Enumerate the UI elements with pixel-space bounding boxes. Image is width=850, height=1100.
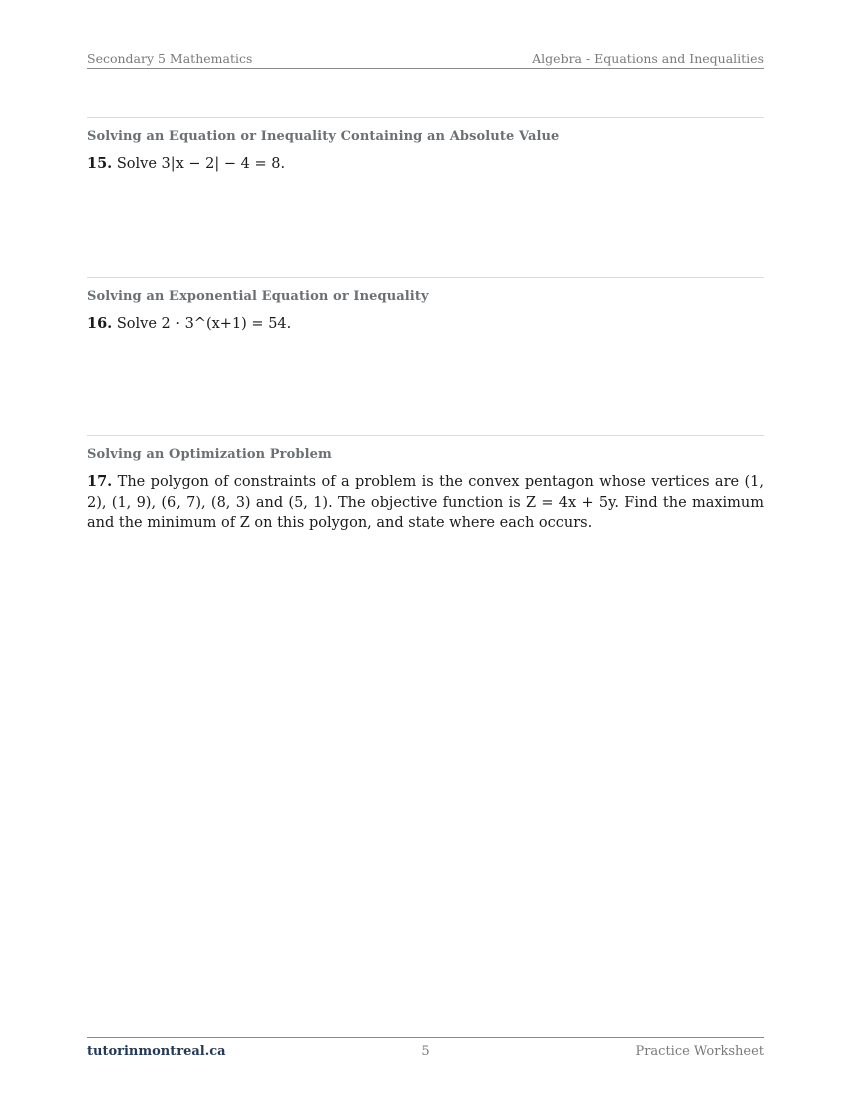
problem-15: [87, 154, 764, 175]
problem-number: 17.: [87, 473, 113, 490]
section-divider: [87, 277, 764, 278]
footer-website: tutorinmontreal.ca: [87, 1044, 226, 1059]
section-absolute-value: [87, 117, 764, 175]
section-title: Solving an Optimization Problem: [87, 447, 332, 462]
problem-text: Solve 3|x − 2| − 4 = 8.: [116, 156, 286, 172]
footer-document-type: Practice Worksheet: [635, 1044, 764, 1059]
section-divider: [87, 435, 764, 436]
problem-number: 15.: [87, 155, 113, 172]
problem-number: 16.: [87, 315, 113, 332]
header-topic-title: Algebra - Equations and Inequalities: [532, 51, 764, 66]
problem-text: The polygon of constraints of a problem is the convex pentagon whose vertices are (1, 2), (1, 9), (6, 7), (8, 3) and (5, 1). The objective function is Z = 4x + 5y. Find the maximum and the minimum of Z on this polygon, and state where each occurs.: [87, 474, 764, 531]
section-divider: [87, 117, 764, 118]
header-course-title: Secondary 5 Mathematics: [87, 51, 253, 66]
section-exponential: [87, 277, 764, 335]
footer-page-number: 5: [421, 1044, 430, 1059]
page-footer: [87, 1037, 764, 1060]
page-header: [87, 51, 764, 69]
section-title: Solving an Equation or Inequality Containing an Absolute Value: [87, 129, 560, 144]
section-title: Solving an Exponential Equation or Inequality: [87, 289, 429, 304]
problem-text: Solve 2 · 3^(x+1) = 54.: [116, 316, 292, 332]
problem-16: [87, 314, 764, 335]
problem-17: [87, 472, 764, 534]
section-optimization: [87, 435, 764, 534]
